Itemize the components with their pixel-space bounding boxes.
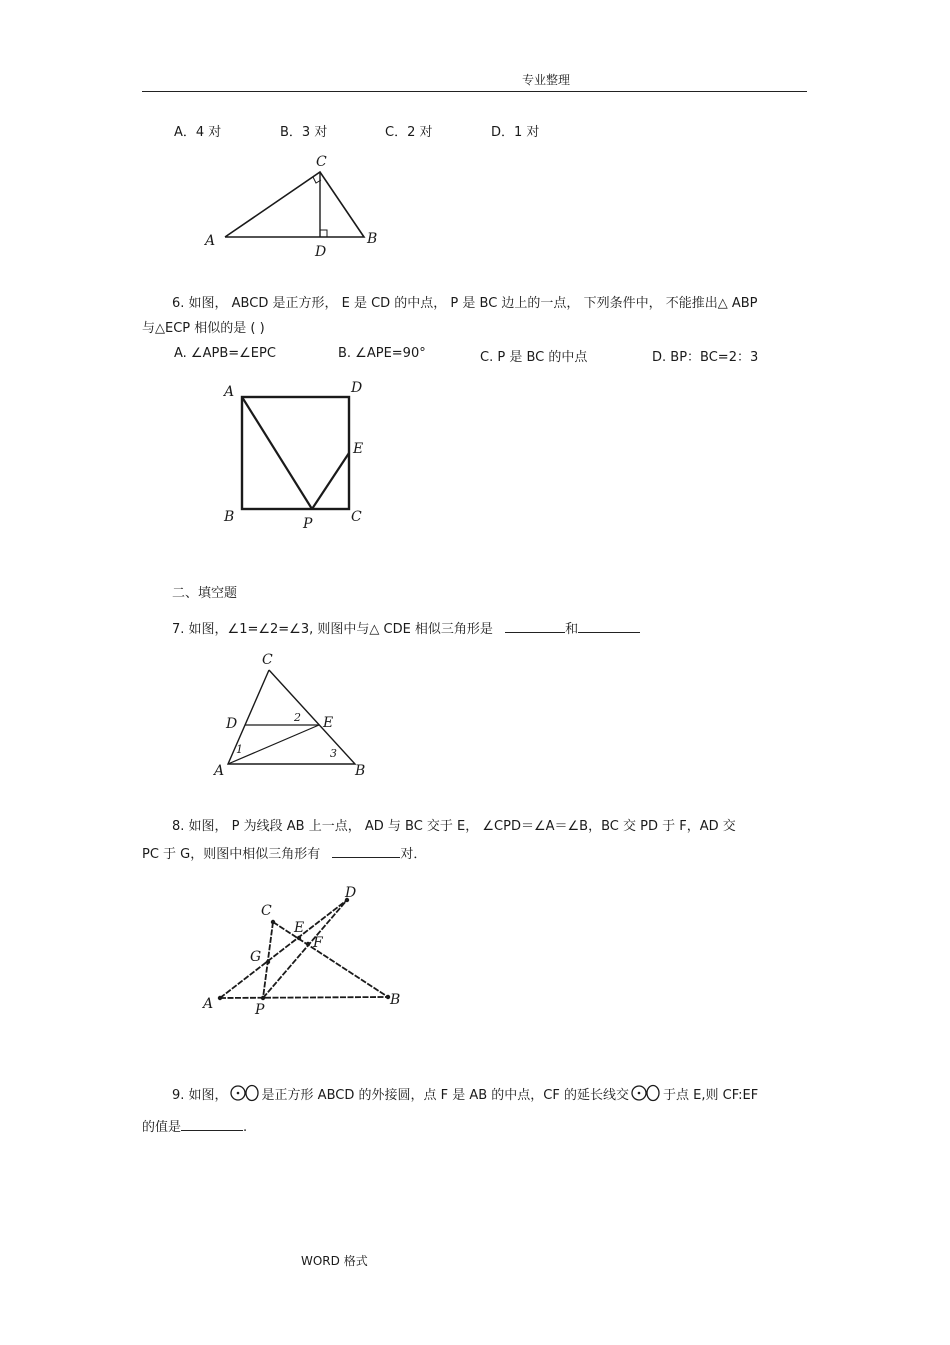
q7-label-c: C — [262, 652, 273, 668]
q6-segment-ap — [242, 397, 312, 509]
q7-label-d: D — [226, 716, 238, 732]
page-footer-text: WORD 格式 — [301, 1254, 368, 1268]
q7-triangle-figure — [205, 650, 375, 780]
q6-square-figure — [215, 375, 385, 535]
q7-angle-2: 2 — [294, 711, 301, 724]
q8-label-b: B — [390, 992, 401, 1008]
q8-stem-line1: 8. 如图， P 为线段 AB 上一点， AD 与 BC 交于 E， ∠CPD＝∠A＝∠B，BC 交 PD 于 F，AD 交 — [172, 819, 736, 834]
q8-label-g: G — [250, 949, 262, 965]
q5-option-d: D．1 对 — [491, 125, 540, 140]
q8-segment-cb — [273, 922, 388, 997]
q7-stem-and: 和 — [565, 622, 579, 637]
q7-answer-blank-1[interactable] — [505, 620, 565, 633]
q6-option-a: A. ∠APB=∠EPC — [174, 346, 276, 361]
q7-stem — [172, 620, 640, 639]
q7-answer-blank-2[interactable] — [578, 620, 640, 633]
q8-segment-ad — [220, 900, 347, 998]
q6-label-a: A — [224, 384, 235, 400]
q5-option-c: C．2 对 — [385, 125, 433, 140]
q8-label-f: F — [313, 935, 323, 951]
q7-angle-1: 1 — [236, 743, 243, 756]
q5-label-d: D — [315, 244, 327, 260]
q6-label-p: P — [303, 516, 313, 532]
q8-answer-blank[interactable] — [332, 845, 400, 858]
q8-label-p: P — [255, 1002, 265, 1018]
q8-label-c: C — [261, 903, 272, 919]
q9-stem-line2-text: 的值是 — [142, 1120, 182, 1135]
q9-stem-line2 — [142, 1118, 247, 1137]
q9-answer-blank[interactable] — [181, 1118, 243, 1131]
q5-label-b: B — [367, 231, 378, 247]
q6-square-abcd — [242, 397, 349, 509]
q6-segment-pe — [312, 453, 349, 509]
q7-angle-3: 3 — [330, 747, 337, 760]
q6-stem-line1: 6. 如图， ABCD 是正方形， E 是 CD 的中点， P 是 BC 边上的一点， 下列条件中， 不能推出△ ABP — [172, 296, 758, 311]
q8-segment-pd — [263, 900, 347, 998]
q6-option-d: D. BP：BC=2：3 — [652, 350, 759, 365]
q5-right-angle-d — [320, 230, 327, 237]
q9-stem-part3: 于点 E,则 CF:EF — [663, 1088, 759, 1103]
q5-triangle-figure — [195, 150, 395, 265]
section-fill-in-title: 二、填空题 — [172, 586, 238, 601]
q6-label-d: D — [351, 380, 363, 396]
q6-stem-line2: 与△ECP 相似的是 ( ) — [142, 321, 265, 336]
q8-stem-line2 — [142, 845, 426, 864]
q9-stem-part1: 9. 如图， — [172, 1088, 228, 1103]
page-header-title: 专业整理 — [522, 73, 571, 87]
q6-option-b: B. ∠APE=90° — [338, 346, 426, 361]
q7-label-e: E — [323, 715, 334, 731]
q5-triangle-abc — [225, 172, 364, 237]
q6-label-b: B — [224, 509, 235, 525]
q9-stem-period: . — [243, 1120, 248, 1135]
q7-label-a: A — [214, 763, 225, 779]
q5-label-a: A — [205, 233, 216, 249]
q6-label-c: C — [351, 509, 362, 525]
header-divider — [142, 91, 807, 92]
q6-label-e: E — [353, 441, 364, 457]
circle-o-symbol-icon — [230, 1084, 260, 1102]
q5-option-a: A．4 对 — [174, 125, 222, 140]
q8-label-d: D — [345, 885, 357, 901]
q8-stem-line2-text: PC 于 G，则图中相似三角形有 — [142, 847, 321, 862]
q8-segment-ab — [220, 997, 388, 998]
q5-label-c: C — [316, 154, 327, 170]
q9-stem-line1 — [172, 1084, 758, 1105]
q7-label-b: B — [355, 763, 366, 779]
q6-option-c: C. P 是 BC 的中点 — [480, 350, 588, 365]
q8-label-e: E — [294, 920, 305, 936]
q8-stem-unit: 对． — [400, 847, 427, 862]
q8-figure — [195, 880, 415, 1020]
circle-o-symbol-icon — [631, 1084, 661, 1102]
q9-stem-part2: 是正方形 ABCD 的外接圆，点 F 是 AB 的中点，CF 的延长线交 — [261, 1088, 629, 1103]
q8-label-a: A — [203, 996, 214, 1012]
q5-option-b: B．3 对 — [280, 125, 328, 140]
q7-stem-text: 7. 如图，∠1=∠2=∠3, 则图中与△ CDE 相似三角形是 — [172, 622, 493, 637]
